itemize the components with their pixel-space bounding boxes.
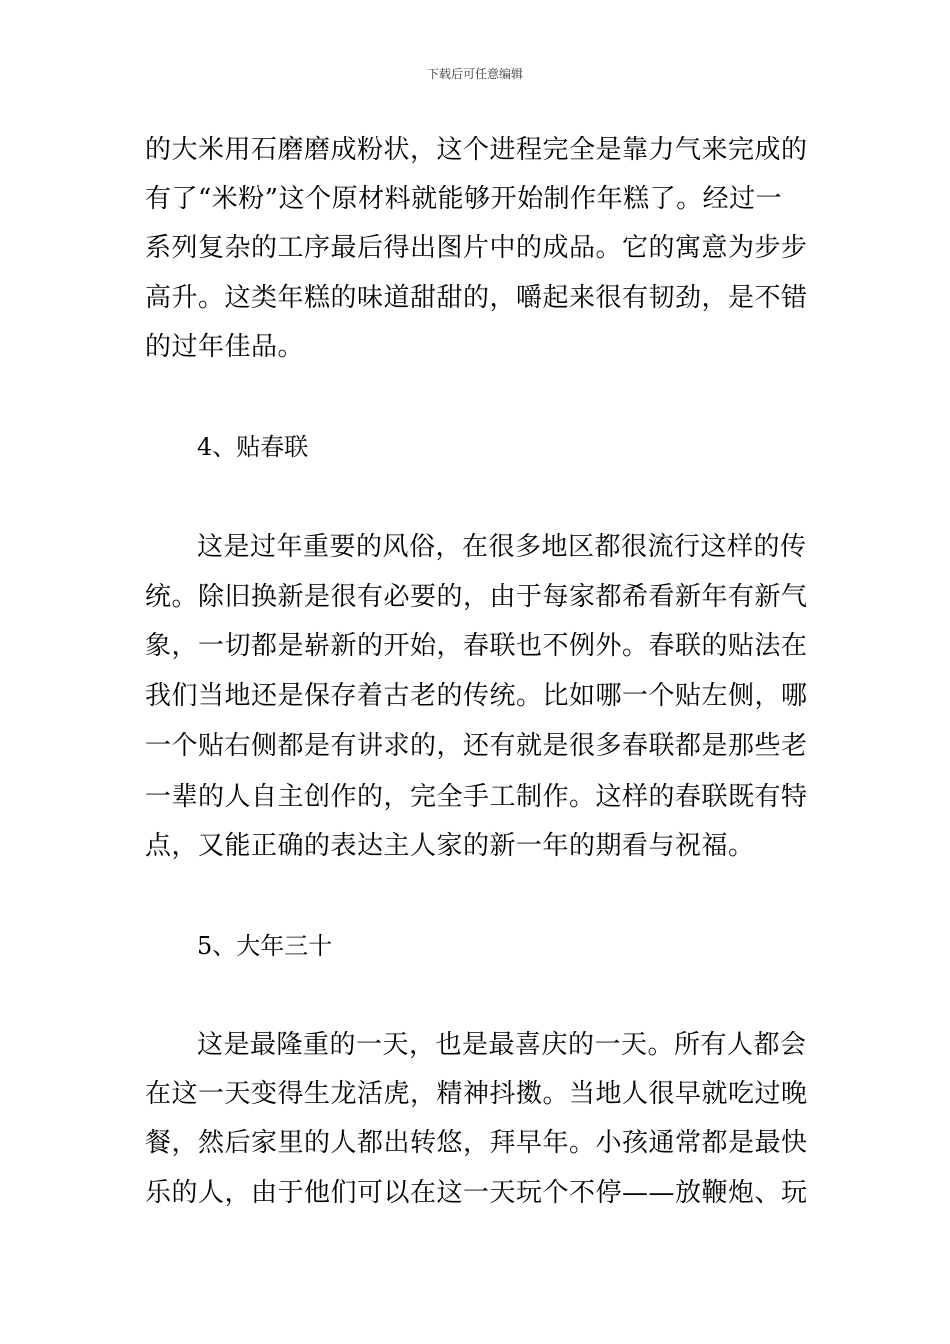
paragraph-line: 一个贴右侧都是有讲求的，还有就是很多春联都是那些老 bbox=[145, 731, 808, 761]
paragraph-line: 乐的人，由于他们可以在这一天玩个不停——放鞭炮、玩 bbox=[145, 1178, 808, 1208]
paragraph-line: 我们当地还是保存着古老的传统。比如哪一个贴左侧，哪 bbox=[145, 681, 808, 711]
paragraph-line: 餐，然后家里的人都出转悠，拜早年。小孩通常都是最快 bbox=[145, 1128, 808, 1158]
paragraph-line: 统。除旧换新是很有必要的，由于每家都希看新年有新气 bbox=[145, 582, 808, 612]
paragraph-line: 的过年佳品。 bbox=[145, 332, 305, 362]
paragraph-line: 的大米用石磨磨成粉状，这个进程完全是靠力气来完成的 bbox=[145, 135, 808, 165]
paragraph-line: 象，一切都是崭新的开始，春联也不例外。春联的贴法在 bbox=[145, 631, 808, 661]
paragraph-line: 在这一天变得生龙活虎，精神抖擞。当地人很早就吃过晚 bbox=[145, 1079, 808, 1109]
section-heading: 4、贴春联 bbox=[197, 433, 309, 461]
paragraph-line: 高升。这类年糕的味道甜甜的，嚼起来很有韧劲，是不错 bbox=[145, 283, 808, 313]
paragraph-line: 这是过年重要的风俗，在很多地区都很流行这样的传 bbox=[197, 532, 807, 562]
paragraph-line: 有了“米粉”这个原材料就能够开始制作年糕了。经过一 bbox=[145, 184, 783, 214]
paragraph-line: 点，又能正确的表达主人家的新一年的期看与祝福。 bbox=[145, 831, 755, 861]
paragraph-line: 这是最隆重的一天，也是最喜庆的一天。所有人都会 bbox=[197, 1030, 807, 1060]
paragraph-line: 系列复杂的工序最后得出图片中的成品。它的寓意为步步 bbox=[145, 233, 808, 263]
paragraph-line: 一辈的人自主创作的，完全手工制作。这样的春联既有特 bbox=[145, 782, 808, 812]
page-header: 下载后可任意编辑 bbox=[426, 67, 523, 81]
section-heading: 5、大年三十 bbox=[197, 932, 333, 960]
